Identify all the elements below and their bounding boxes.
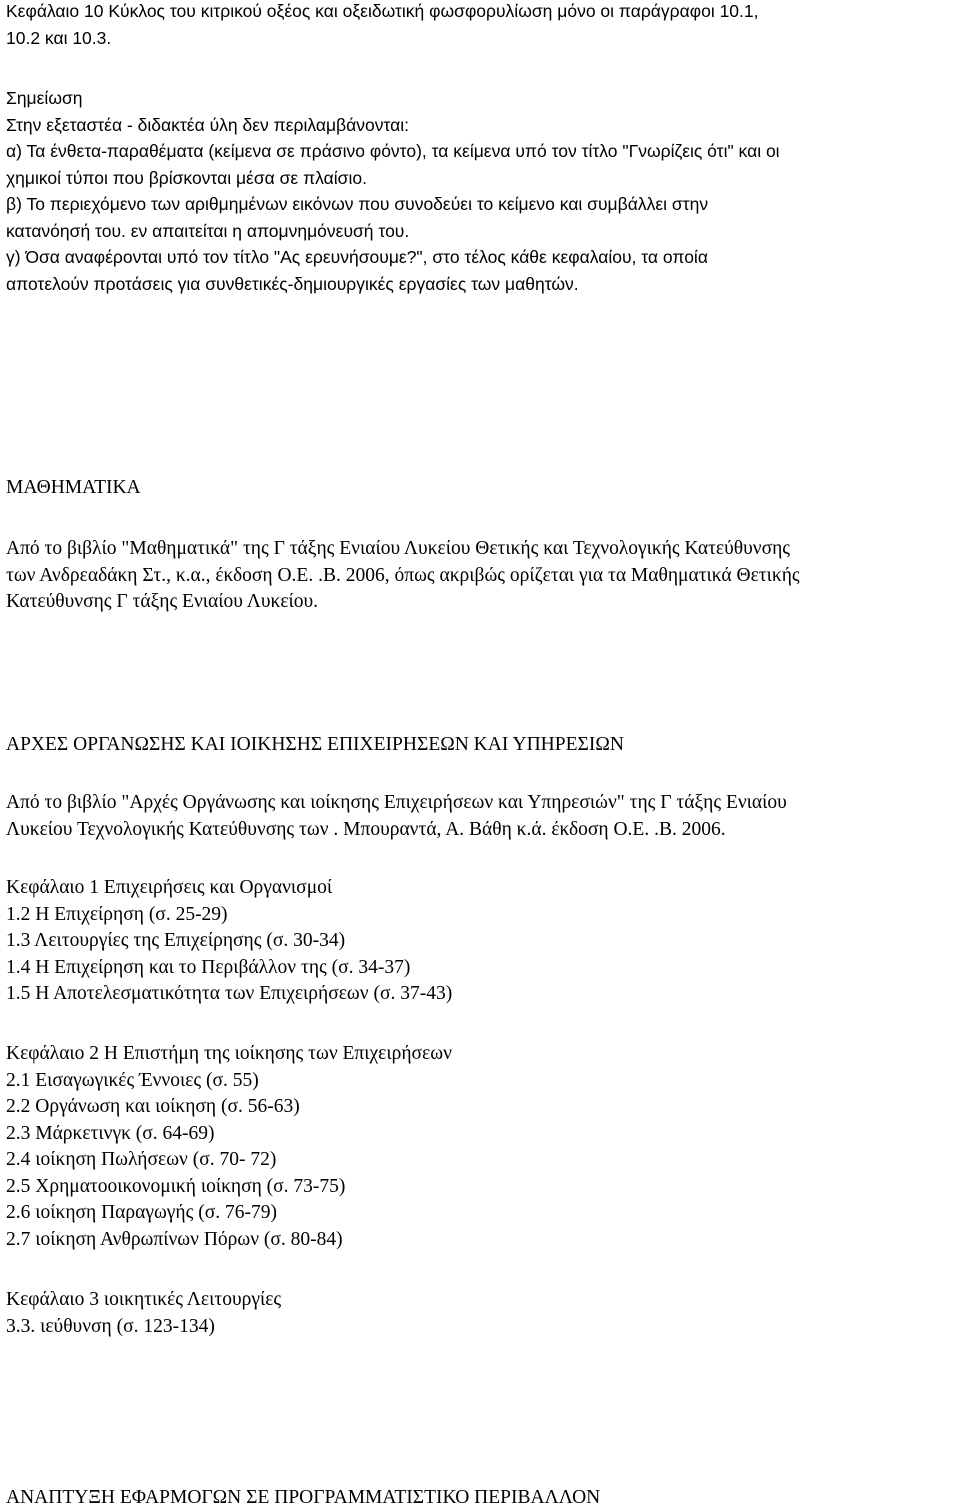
programming-section	[6, 1485, 956, 1512]
intro-line: 10.2 και 10.3.	[6, 27, 112, 48]
note-line: αποτελούν προτάσεις για συνθετικές-δημιουργικές εργασίες των μαθητών.	[6, 273, 579, 294]
chapter2-item: 2.6 ιοίκηση Παραγωγής (σ. 76-79)	[6, 1202, 277, 1223]
chapter1-block	[6, 875, 956, 1008]
chapter2-item: 2.4 ιοίκηση Πωλήσεων (σ. 70- 72)	[6, 1149, 277, 1170]
business-section	[6, 732, 956, 759]
note-line: α) Τα ένθετα-παραθέματα (κείμενα σε πράσινο φόντο), τα κείμενα υπό τον τίτλο "Γνωρίζεις ότι" και οι	[6, 141, 780, 161]
note-line: Στην εξεταστέα - διδακτέα ύλη δεν περιλαμβάνονται:	[6, 114, 409, 135]
chapter1-item: 1.5 Η Αποτελεσματικότητα των Επιχειρήσεων (σ. 37-43)	[6, 983, 453, 1004]
chapter2-item: 2.3 Μάρκετινγκ (σ. 64-69)	[6, 1122, 215, 1144]
chapter3-item: 3.3. ιεύθυνση (σ. 123-134)	[6, 1315, 215, 1337]
note-line: κατανόησή του. εν απαιτείται η απομνημόνευσή του.	[6, 220, 410, 241]
note-line: β) Το περιεχόμενο των αριθμημένων εικόνων που συνοδεύει το κείμενο και συμβάλλει στην	[6, 194, 709, 214]
chapter2-block	[6, 1041, 956, 1253]
math-section	[6, 475, 956, 502]
chapter3-block	[6, 1287, 956, 1340]
chapter1-item: 1.3 Λειτουργίες της Επιχείρησης (σ. 30-34)	[6, 930, 346, 951]
chapter2-title: Κεφάλαιο 2 Η Επιστήμη της ιοίκησης των Επιχειρήσεων	[6, 1043, 452, 1064]
note-line: χημικοί τύποι που βρίσκονται μέσα σε πλαίσιο.	[6, 167, 367, 188]
chapter2-item: 2.7 ιοίκηση Ανθρωπίνων Πόρων (σ. 80-84)	[6, 1228, 343, 1250]
business-source-line: Από το βιβλίο "Αρχές Οργάνωσης και ιοίκησης Επιχειρήσεων και Υπηρεσιών" της Γ τάξης Ενιαίου	[6, 792, 787, 813]
math-description	[6, 536, 956, 616]
business-title: ΑΡΧΕΣ ΟΡΓΑΝΩΣΗΣ ΚΑΙ ΙΟΙΚΗΣΗΣ ΕΠΙΧΕΙΡΗΣΕΩΝ ΚΑΙ ΥΠΗΡΕΣΙΩΝ	[6, 734, 624, 755]
math-line: των Ανδρεαδάκη Στ., κ.α., έκδοση Ο.Ε. .Β. 2006, όπως ακριβώς ορίζεται για τα Μαθηματικά Θετικής	[6, 564, 800, 586]
chapter2-item: 2.5 Χρηματοοικονομική ιοίκηση (σ. 73-75)	[6, 1175, 346, 1197]
note-section	[6, 85, 956, 297]
business-source	[6, 790, 956, 843]
math-title: ΜΑΘΗΜΑΤΙΚΑ	[6, 477, 141, 498]
chapter3-title: Κεφάλαιο 3 ιοικητικές Λειτουργίες	[6, 1289, 282, 1310]
note-line: γ) Όσα αναφέρονται υπό τον τίτλο "Ας ερευνήσουμε?", στο τέλος κάθε κεφαλαίου, τα οποία	[6, 247, 708, 267]
chapter1-title: Κεφάλαιο 1 Επιχειρήσεις και Οργανισμοί	[6, 877, 333, 898]
chapter1-item: 1.2 Η Επιχείρηση (σ. 25-29)	[6, 903, 228, 925]
math-line: Από το βιβλίο "Μαθηματικά" της Γ τάξης Ενιαίου Λυκείου Θετικής και Τεχνολογικής Κατεύθυνσης	[6, 538, 791, 559]
intro-paragraph	[6, 0, 956, 51]
math-line: Κατεύθυνσης Γ τάξης Ενιαίου Λυκείου.	[6, 591, 319, 612]
chapter1-item: 1.4 Η Επιχείρηση και το Περιβάλλον της (σ. 34-37)	[6, 956, 411, 978]
chapter2-item: 2.2 Οργάνωση και ιοίκηση (σ. 56-63)	[6, 1096, 300, 1117]
business-source-line: Λυκείου Τεχνολογικής Κατεύθυνσης των . Μπουραντά, Α. Βάθη κ.ά. έκδοση Ο.Ε. .Β. 2006.	[6, 818, 726, 840]
note-heading: Σημείωση	[6, 88, 83, 108]
intro-line: Κεφάλαιο 10 Κύκλος του κιτρικού οξέος και οξειδωτική φωσφορυλίωση μόνο οι παράγραφοι 10.1,	[6, 1, 759, 21]
chapter2-item: 2.1 Εισαγωγικές Έννοιες (σ. 55)	[6, 1069, 259, 1091]
programming-title: ΑΝΑΠΤΥΞΗ ΕΦΑΡΜΟΓΩΝ ΣΕ ΠΡΟΓΡΑΜΜΑΤΙΣΤΙΚΟ ΠΕΡΙΒΑΛΛΟΝ	[6, 1487, 601, 1508]
